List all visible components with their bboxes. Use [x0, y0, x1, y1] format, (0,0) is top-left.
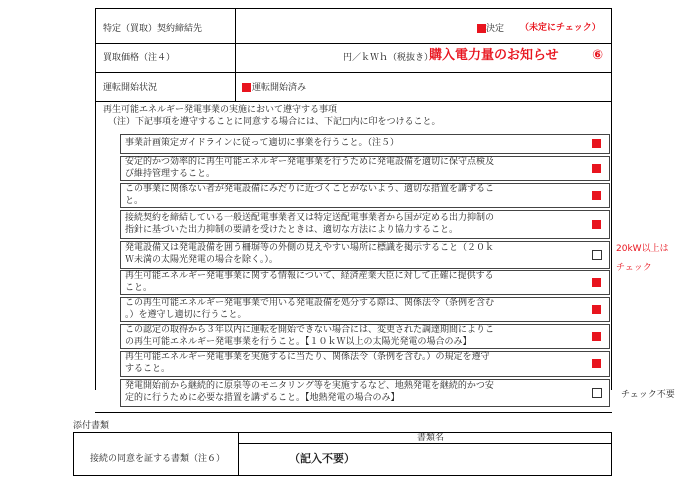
- matter-item-text: 再生可能エネルギー発電事業を実施するに当たり、関係法令（条例を含む。）の規定を遵守: [125, 352, 490, 362]
- matter-checkbox-checked[interactable]: [592, 278, 601, 287]
- power-purchase-notice-banner: 購入電力量のお知らせ: [429, 48, 559, 63]
- matter-item-text: 指針に基づいた出力抑制の要請を受けたときは、適切な方法により協力すること。: [125, 224, 459, 235]
- matter-checkbox-checked[interactable]: [592, 332, 601, 341]
- attachments-title: 添付書類: [73, 421, 110, 431]
- matter-item-text: 発電開始前から継続的に原泉等のモニタリング等を実施するなど、地熱発電を継続的かつ安: [125, 381, 494, 391]
- matter-checkbox-checked[interactable]: [592, 139, 601, 148]
- undecided-annotation: （未定にチェック）: [520, 23, 601, 33]
- row3-bottom-line: [95, 101, 612, 102]
- matter-item-text: すること。: [125, 364, 171, 374]
- matter-item-text: Ｗ未満の太陽光発電の場合を除く。）。: [125, 255, 278, 265]
- row1-bottom-line: [95, 43, 612, 44]
- purchase-price-unit: 円／ｋＷｈ（税抜き）: [343, 53, 434, 63]
- row1-top-line: [95, 8, 612, 9]
- matter-item-text: 再生可能エネルギー発電事業に関する情報について、経済産業大臣に対して正確に提供する: [125, 270, 494, 281]
- top-right-border: [611, 8, 612, 390]
- attach-top-line: [73, 432, 612, 433]
- matter-item-text: この認定の取得から３年以内に運転を開始できない場合には、変更された調達期間によりこ: [125, 324, 495, 335]
- matters-bottom-line: [95, 412, 612, 413]
- matters-heading: 再生可能エネルギー発電事業の実施において遵守する事項: [103, 105, 338, 115]
- contract-decided-checkbox[interactable]: [477, 24, 486, 33]
- purchase-price-label: 買取価格（注４）: [103, 53, 176, 63]
- attach-right-border: [611, 432, 612, 476]
- attach-column-header: 書類名: [417, 433, 445, 443]
- matter-item-text: この事業に関係ない者が発電設備にみだりに近づくことがないよう、適切な措置を講ずるこ: [125, 183, 495, 194]
- matter-item-text: 接続契約を締結している一般送配電事業者又は特定送配電事業者から国が定める出力抑制の: [125, 212, 495, 223]
- matter-item-text: 。）を遵守し適切に行うこと。: [125, 309, 247, 320]
- attach-left-border: [73, 432, 74, 476]
- row2-bottom-line: [95, 72, 612, 73]
- annotation-geothermal: チェック不要: [621, 390, 675, 400]
- attach-middle-border: [238, 432, 239, 476]
- attach-bottom-line: [73, 475, 612, 476]
- matter-item-text: の再生可能エネルギー発電事業を行うこと。【１０ｋＷ以上の太陽光発電の場合のみ】: [125, 336, 472, 347]
- banner-number: ⑥: [592, 48, 604, 63]
- matter-checkbox-empty[interactable]: [592, 250, 602, 260]
- matter-item-text: 事業計画策定ガイドラインに従って適切に事業を行うこと。（注５）: [125, 138, 399, 148]
- matter-checkbox-checked[interactable]: [592, 191, 601, 200]
- contract-decided-label: 決定: [486, 24, 505, 34]
- matter-item-text: 安定的かつ効率的に再生可能エネルギー発電事業を行うために発電設備を適切に保守点検及: [125, 156, 495, 167]
- annotation-20kw-line2: チェック: [616, 263, 652, 273]
- matter-item-text: 発電設備又は発電設備を囲う柵塀等の外側の見えやすい場所に標識を掲示すること（２０ｋ: [125, 243, 495, 253]
- matter-item-text: と。: [125, 195, 144, 206]
- matter-checkbox-checked[interactable]: [592, 220, 601, 229]
- matter-checkbox-checked[interactable]: [592, 164, 601, 173]
- matter-item-text: 定的に行うために必要な措置を講ずること。【地熱発電の場合のみ】: [125, 393, 400, 403]
- top-left-border: [95, 8, 96, 390]
- matter-checkbox-checked[interactable]: [592, 359, 601, 368]
- annotation-20kw-line1: 20kW以上は: [616, 244, 669, 254]
- matter-checkbox-empty[interactable]: [592, 388, 602, 398]
- matters-note: （注）下記事項を遵守することに同意する場合には、下記□内に印をつけること。: [108, 117, 441, 127]
- label-column-divider: [235, 8, 236, 101]
- contract-party-label: 特定（買取）契約締結先: [103, 24, 203, 34]
- attach-row-label: 接続の同意を証する書類（注６）: [90, 454, 226, 464]
- matter-checkbox-checked[interactable]: [592, 305, 601, 314]
- matter-item-text: び維持管理すること。: [125, 168, 216, 179]
- attach-row-value: （記入不要）: [289, 452, 355, 465]
- operation-started-label: 運転開始済み: [252, 83, 307, 93]
- matter-item-text: この再生可能エネルギー発電事業で用いる発電設備を処分する際は、関係法令（条例を含む: [125, 297, 495, 308]
- operation-started-checkbox[interactable]: [242, 83, 251, 92]
- matter-item-text: こと。: [125, 282, 153, 293]
- operation-status-label: 運転開始状況: [103, 83, 158, 93]
